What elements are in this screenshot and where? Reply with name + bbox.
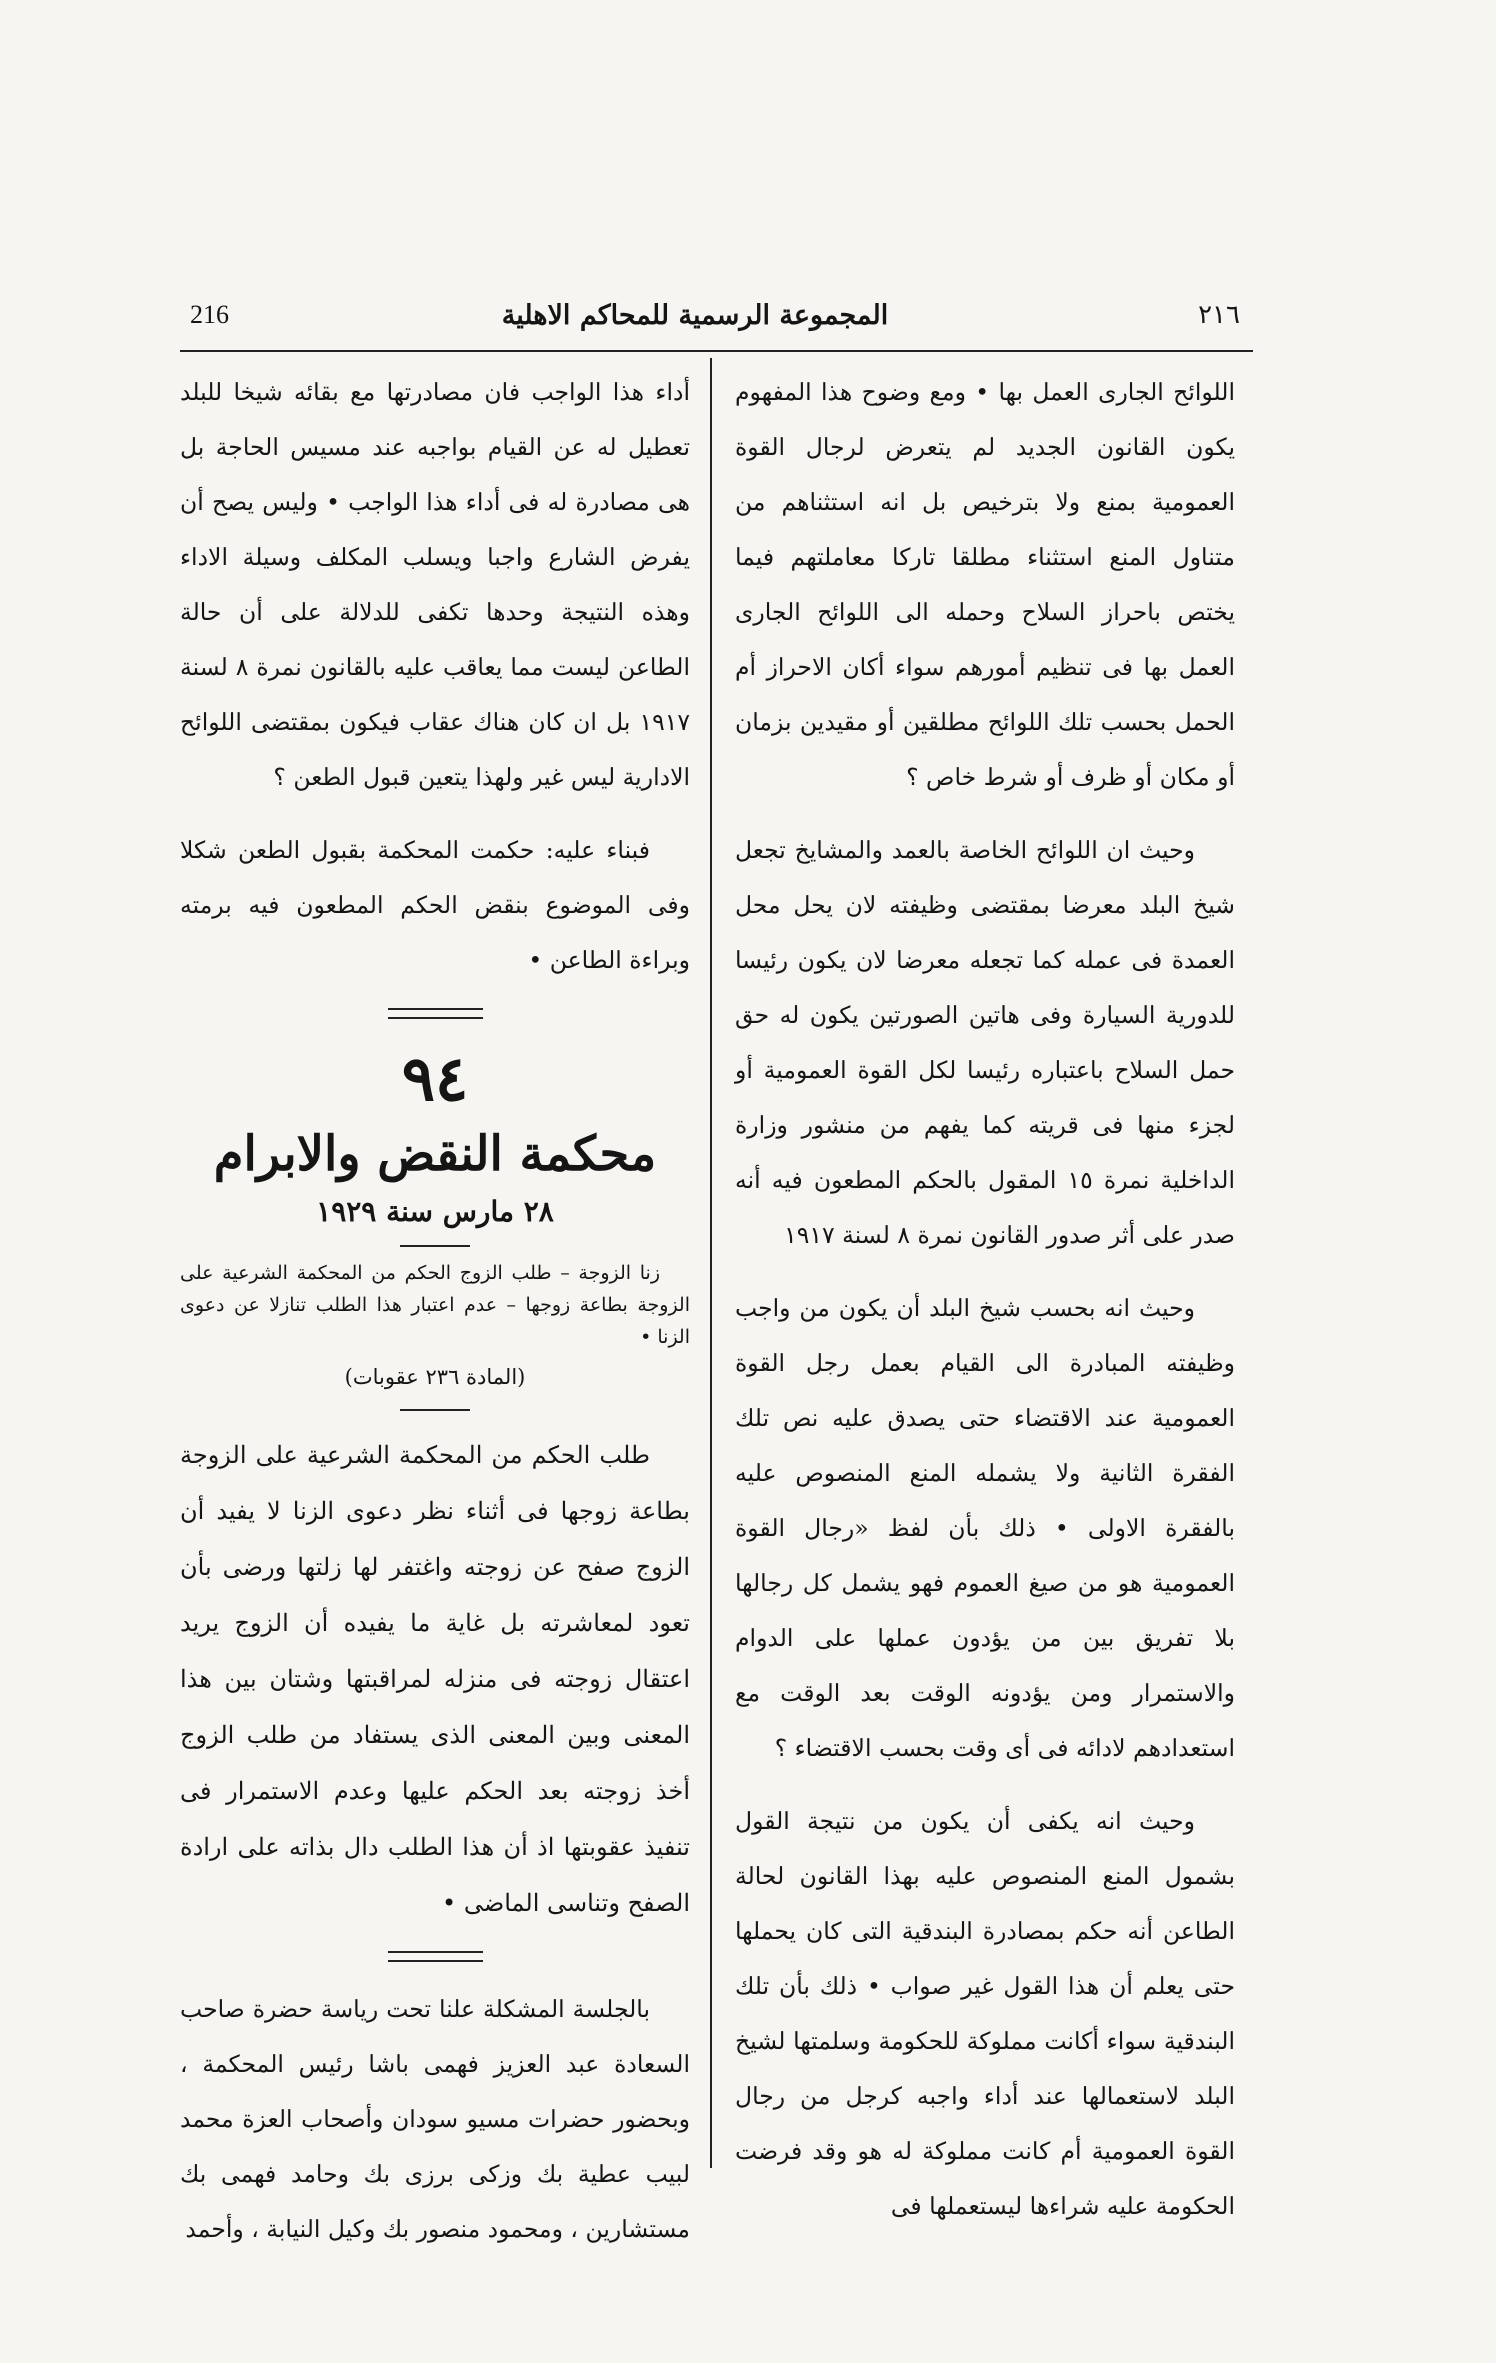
left-column [180,365,690,2275]
paragraph: اللوائح الجارى العمل بها • ومع وضوح هذا المفهوم يكون القانون الجديد لم يتعرض لرجال القوة العمومية بمنع ولا بترخيص بل انه استثناهم من متناول المنع استثناء مطلقا تاركا معاملتهم فيما يختص باحراز السلاح وحمله الى اللوائح الجارى العمل بها فى تنظيم أمورهم سواء أكان الاحراز أم الحمل بحسب تلك اللوائح مطلقين أو مقيدين بزمان أو مكان أو ظرف أو شرط خاص ؟ [735,378,1235,791]
article-reference: (المادة ٢٣٦ عقوبات) [344,1365,526,1389]
paragraph: أداء هذا الواجب فان مصادرتها مع بقائه شيخا للبلد تعطيل له عن القيام بواجبه عند مسيس الحاجة بل هى مصادرة له فى أداء هذا الواجب • وليس يصح أن يفرض الشارع واجبا ويسلب المكلف وسيلة الاداء وهذه النتيجة وحدها تكفى للدلالة على أن حالة الطاعن ليست مما يعاقب عليه بالقانون نمرة ٨ لسنة ١٩١٧ بل ان كان هناك عقاب فيكون بمقتضى اللوائح الادارية ليس غير ولهذا يتعين قبول الطعن ؟ [180,378,690,791]
short-rule [400,1245,470,1247]
verdict-paragraph: فبناء عليه: حكمت المحكمة بقبول الطعن شكلا وفى الموضوع بنقض الحكم المطعون فيه برمته وبراءة الطاعن • [180,836,690,974]
page-number-latin: 216 [190,300,229,329]
section-separator [388,1951,483,1962]
short-rule [400,1409,470,1411]
paragraph: وحيث انه بحسب شيخ البلد أن يكون من واجب وظيفته المبادرة الى القيام بعمل رجل القوة العمومية عند الاقتضاء حتى يصدق عليه نص تلك الفقرة الثانية ولا يشمله المنع المنصوص عليه بالفقرة الاولى • ذلك بأن لفظ «رجال القوة العمومية هو من صيغ العموم فهو يشمل كل رجالها بلا تفريق بين من يؤدون عملها على الدوام والاستمرار ومن يؤدونه الوقت بعد الوقت مع استعدادهم لادائه فى أى وقت بحسب الاقتضاء ؟ [735,1294,1235,1762]
court-name: محكمة النقض والابرام [213,1126,657,1182]
session-paragraph: بالجلسة المشكلة علنا تحت رياسة حضرة صاحب السعادة عبد العزيز فهمى باشا رئيس المحكمة ، وبحضور حضرات مسيو سودان وأصحاب العزة محمد لبيب عطية بك وزكى برزى بك وحامد فهمى بك مستشارين ، ومحمود منصور بك وكيل النيابة ، وأحمد [180,1995,690,2243]
case-summary: زنا الزوجة – طلب الزوج الحكم من المحكمة الشرعية على الزوجة بطاعة زوجها – عدم اعتبار هذا الطلب تنازلا عن دعوى الزنا • [180,1262,690,1348]
paragraph: وحيث انه يكفى أن يكون من نتيجة القول بشمول المنع المنصوص عليه بهذا القانون لحالة الطاعن أنه حكم بمصادرة البندقية التى كان يحملها حتى يعلم أن هذا القول غير صواب • ذلك بأن تلك البندقية سواء أكانت مملوكة للحكومة وسلمتها لشيخ البلد لاستعمالها عند أداء واجبه كرجل من رجال القوة العمومية أم كانت مملوكة له هو وقد فرضت الحكومة عليه شراءها ليستعملها فى [735,1807,1235,2220]
page-header [150,300,1240,346]
column-divider [710,358,712,2168]
paragraph: وحيث ان اللوائح الخاصة بالعمد والمشايخ تجعل شيخ البلد معرضا بمقتضى وظيفته لان يحل محل العمدة فى عمله كما تجعله معرضا لان يكون رئيسا للدورية السيارة وفى هاتين الصورتين يكون له حق حمل السلاح باعتباره رئيسا لكل القوة العمومية أو لجزء منها فى قريته كما يفهم من منشور وزارة الداخلية نمرة ١٥ المقول بالحكم المطعون فيه أنه صدر على أثر صدور القانون نمرة ٨ لسنة ١٩١٧ [735,836,1235,1249]
legal-principle: طلب الحكم من المحكمة الشرعية على الزوجة بطاعة زوجها فى أثناء نظر دعوى الزنا لا يفيد أن الزوج صفح عن زوجته واغتفر لها زلتها ورضى بأن تعود لمعاشرته بل غاية ما يفيده أن الزوج يريد اعتقال زوجته فى منزله لمراقبتها وشتان بين هذا المعنى وبين المعنى الذى يستفاد من طلب الزوج أخذ زوجته بعد الحكم عليها وعدم الاستمرار فى تنفيذ عقوبتها اذ أن هذا الطلب دال بذاته على ارادة الصفح وتناسى الماضى • [180,1441,690,1917]
right-column [735,365,1235,2252]
running-title: المجموعة الرسمية للمحاكم الاهلية [501,300,889,331]
case-number: ٩٤ [401,1042,469,1115]
header-rule [180,350,1253,352]
page-number-arabic: ٢١٦ [1198,300,1240,329]
case-date: ٢٨ مارس سنة ١٩٢٩ [316,1195,554,1228]
section-separator [388,1008,483,1019]
